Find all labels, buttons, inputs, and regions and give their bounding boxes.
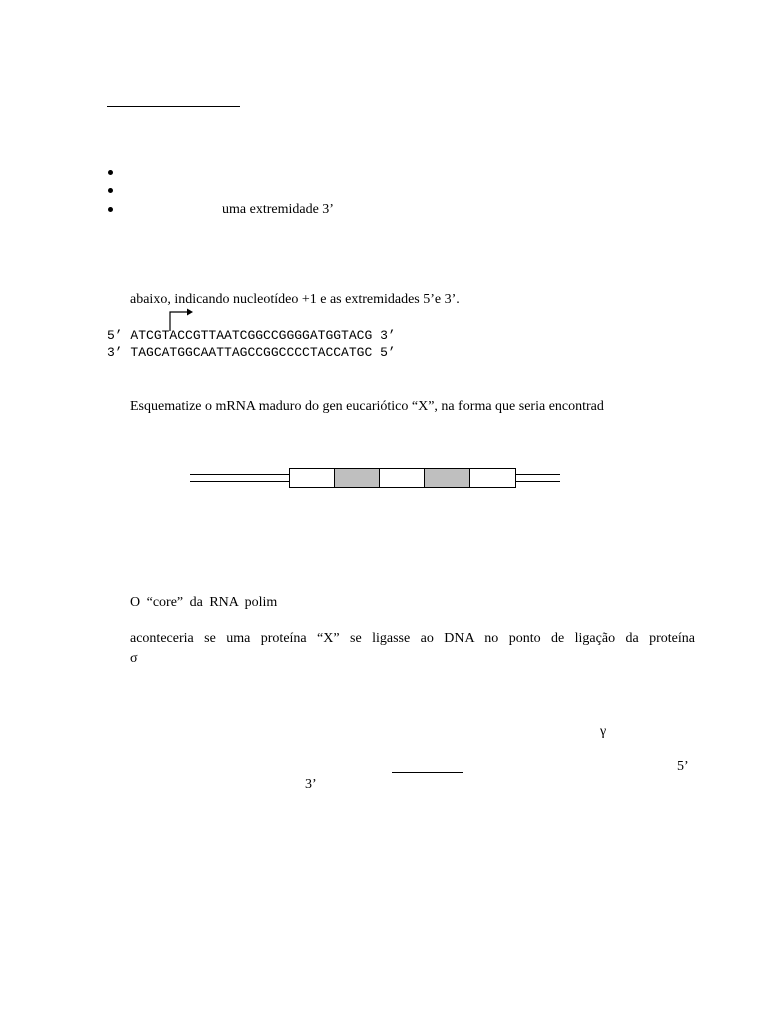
protein-x-line-1: aconteceria se uma proteína “X” se ligasse ao DNA no ponto de ligação da proteína — [130, 631, 695, 646]
dna-top-strand — [107, 329, 396, 342]
dna-bottom-strand — [107, 346, 396, 359]
mrna-3utr-line-bottom — [515, 481, 560, 482]
mrna-3utr-line-top — [515, 474, 560, 475]
dna-bottom-left-end: 3’ — [107, 345, 123, 360]
bullet-text-3: uma extremidade 3’ — [222, 202, 334, 217]
mrna-instruction: Esquematize o mRNA maduro do gen eucariótico “X”, na forma que seria encontrad — [130, 399, 604, 414]
mrna-segment-2 — [334, 468, 380, 488]
dna-top-right-end: 3’ — [380, 328, 396, 343]
rna-pol-core-text: O “core” da RNA polim — [130, 595, 278, 610]
protein-x-line-2: σ — [130, 651, 138, 666]
mrna-segment-5 — [469, 468, 516, 488]
promoter-instruction: abaixo, indicando nucleotídeo +1 e as extremidades 5’e 3’. — [130, 292, 460, 307]
dna-bottom-sequence: TAGCATGGCAATTAGCCGGCCCCTACCATGC — [130, 345, 373, 360]
five-prime-label: 5’ — [677, 759, 689, 774]
header-underline — [107, 106, 240, 107]
answer-blank-line — [392, 772, 463, 773]
dna-top-left-end: 5’ — [107, 328, 123, 343]
mrna-segment-4 — [424, 468, 470, 488]
bullet-dot-2 — [108, 188, 113, 193]
mrna-5utr-line-top — [190, 474, 290, 475]
bullet-dot-1 — [108, 170, 113, 175]
bullet-dot-3 — [108, 207, 113, 212]
mrna-5utr-line-bottom — [190, 481, 290, 482]
mrna-segment-3 — [379, 468, 425, 488]
mrna-segment-1 — [289, 468, 335, 488]
three-prime-label: 3’ — [305, 777, 317, 792]
dna-bottom-right-end: 5’ — [380, 345, 396, 360]
mrna-diagram — [190, 468, 560, 490]
dna-top-sequence: ATCGTACCGTTAATCGGCCGGGGATGGTACG — [130, 328, 373, 343]
gamma-symbol: γ — [600, 724, 607, 739]
